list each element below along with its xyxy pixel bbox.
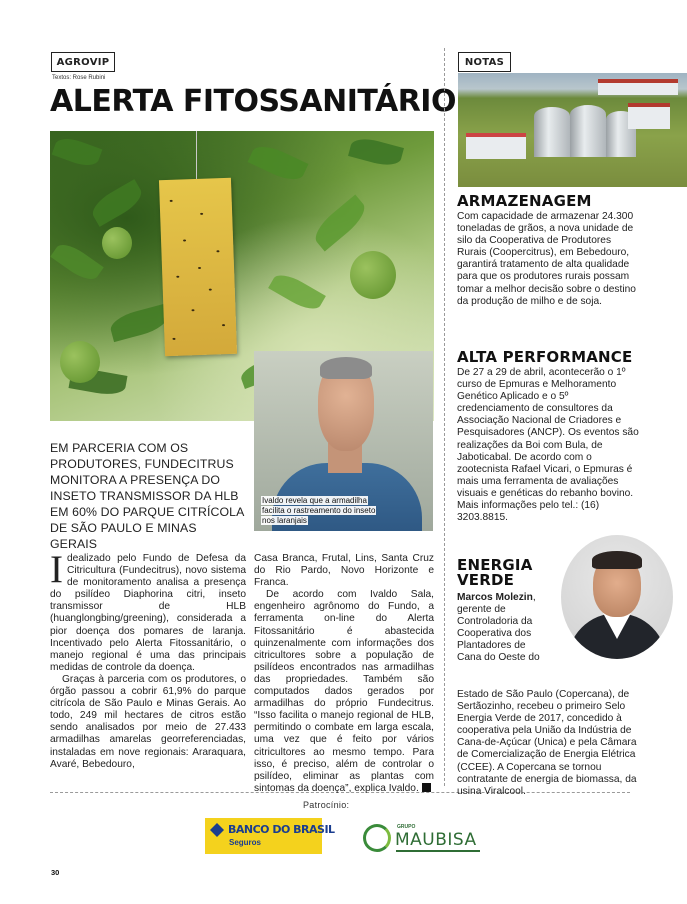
paragraph: Graças à parceria com os produtores, o órgão passou a cobrir 61,9% do parque citrícola de São Paulo e Minas Gerais. Ao todo, 249 mil hectares de citros estão sendo analisados por meio de 27.433 armadilhas amarelas georreferenciadas, instaladas em nove regionais: Araraquara, Avaré, Bebedouro, [50, 673, 246, 770]
maubisa-circle-icon [363, 824, 391, 852]
article-headline: ALERTA FITOSSANITÁRIO [50, 84, 456, 119]
paragraph: dealizado pelo Fundo de Defesa da Citricultura (Fundecitrus), novo sistema de monitoramento analisa a presença do psilídeo Diaphorina citri, inseto transmissor de HLB (huanglongbing/greening), considerada a pior doença dos pomares de laranja. Incentivado pelo Alerta Fitossanitário, o manejo regional é uma das principais medidas de controle da doença. [50, 553, 246, 673]
marcos-molezin-portrait-photo [561, 535, 673, 659]
note-text-alta-performance: De 27 a 29 de abril, acontecerão o 1º curso de Epmuras e Melhoramento Genético Aplicado e o 5º credenciamento de consultores da Associação Nacional de Criadores e Pesquisadores (ANCP). Os eventos são realizações da Boi com Bula, de Jaboticabal. De acordo com o zootecnista Rafael Vicari, o Epmuras é mais uma ferramenta de avaliações visuais e genéticas do rebanho bovino. Mais informações pelo tel.: (16) 3203.8815. [457, 367, 639, 524]
silo-aerial-photo [458, 73, 687, 187]
note-title-energia-verde: ENERGIA VERDE [457, 556, 533, 589]
note-text-energia-verde-part1: Marcos Molezin, gerente de Controladoria da Cooperativa dos Plantadores de Cana do Oeste do [457, 592, 540, 664]
banco-do-brasil-seguros-logo: BANCO DO BRASIL Seguros [205, 818, 322, 854]
note-text-armazenagem: Com capacidade de armazenar 24.300 toneladas de grãos, a nova unidade de silo da Cooperativa de Produtores Rurais (Coopercitrus), em Bebedouro, garantirá tratamento de alta qualidade para que os produtores rurais possam tomar a melhor decisão sobre o destino da produção de milho e de soja. [457, 211, 636, 307]
paragraph: Casa Branca, Frutal, Lins, Santa Cruz do Rio Pardo, Novo Horizonte e Franca. [254, 553, 434, 589]
article-lead: EM PARCERIA COM OS PRODUTORES, FUNDECITRUS MONITORA A PRESENÇA DO INSETO TRANSMISSOR DA HLB EM 60% DO PARQUE CITRÍCOLA DE SÃO PAULO E MINAS GERAIS [50, 441, 244, 551]
author-credit: Textos: Rose Rubini [52, 75, 106, 81]
yellow-sticky-trap [159, 178, 237, 356]
note-title-armazenagem: ARMAZENAGEM [457, 192, 592, 210]
maubisa-logo: GRUPO MAUBISA [363, 824, 481, 854]
bb-diamond-icon [210, 823, 224, 837]
page-number: 30 [51, 868, 60, 877]
article-body-column-2 [254, 553, 434, 795]
dropcap: I [50, 548, 63, 591]
note-title-alta-performance: ALTA PERFORMANCE [457, 348, 633, 366]
paragraph: De acordo com Ivaldo Sala, engenheiro agrônomo do Fundo, a ferramenta on-line do Alerta Fitossanitário é abastecida quinzenalmente com informações dos citricultores sobre a população de psilídeos encontrados nas armadilhas das propriedades. Também são computados dados gerados por armadilhas do próprio Fundecitrus. “Isso facilita o manejo regional de HLB, permitindo o combate em larga escala, uma vez que é feito por vários citricultores ao mesmo tempo. Para isso, é preciso, além de controlar o psilídeo, eliminar as plantas com sintomas da doença”, explica Ivaldo. [254, 589, 434, 794]
article-body-column-1 [50, 548, 246, 771]
end-mark-icon [422, 783, 431, 792]
sponsor-label: Patrocínio: [303, 800, 350, 810]
section-tag-notas: NOTAS [458, 52, 511, 72]
photo-caption: Ivaldo revela que a armadilha facilita o rastreamento do inseto nos laranjais [262, 496, 376, 525]
note-text-energia-verde-part2: Estado de São Paulo (Copercana), de Sertãozinho, recebeu o primeiro Selo Energia Verde de 2017, concedido à cooperativa pela União da Indústria de Cana-de-Açúcar (Unica) e pela Câmara de Comercialização de Energia Elétrica (CCEE). A Copercana se tornou contratante de energia de biomassa, da usina Viralcool. [457, 689, 637, 797]
person-name: Marcos Molezin [457, 592, 533, 603]
column-divider [444, 48, 445, 786]
section-tag-agrovip: AGROVIP [51, 52, 115, 72]
